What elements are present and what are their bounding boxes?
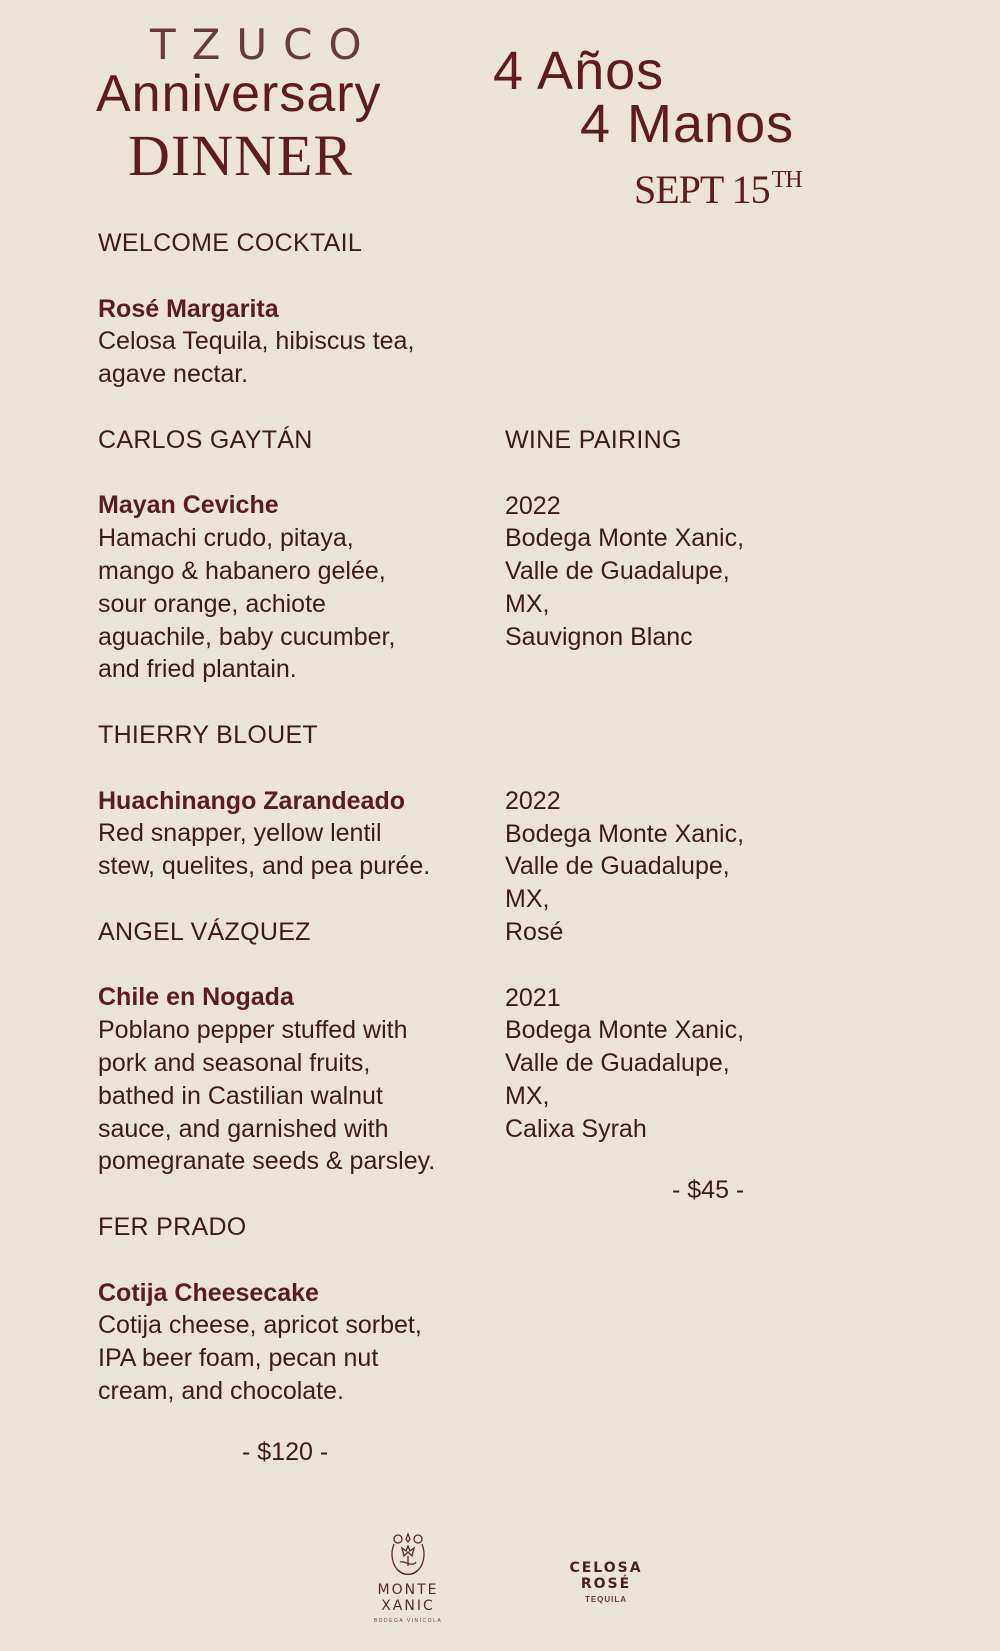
dish-desc: sour orange, achiote xyxy=(98,589,326,618)
wine-line: MX, xyxy=(505,589,550,618)
dish-desc: pork and seasonal fruits, xyxy=(98,1048,371,1077)
wine-line: Calixa Syrah xyxy=(505,1114,647,1143)
dish-desc: bathed in Castilian walnut xyxy=(98,1081,383,1110)
dish-desc: Celosa Tequila, hibiscus tea, xyxy=(98,327,415,356)
dish-desc: aguachile, baby cucumber, xyxy=(98,622,396,651)
chef-name: FER PRADO xyxy=(98,1212,247,1241)
wine-year: 2022 xyxy=(505,786,561,815)
wine-line: Sauvignon Blanc xyxy=(505,622,693,651)
dish-desc: Cotija cheese, apricot sorbet, xyxy=(98,1311,422,1340)
monte-xanic-logo xyxy=(348,1532,468,1624)
dish-name: Mayan Ceviche xyxy=(98,491,279,520)
wine-year: 2022 xyxy=(505,491,561,520)
brand-logo: TZUCO xyxy=(150,20,378,69)
wine-line: Valle de Guadalupe, xyxy=(505,1049,730,1078)
dish-name: Rosé Margarita xyxy=(98,294,279,323)
wine-line: Valle de Guadalupe, xyxy=(505,852,730,881)
dish-desc: cream, and chocolate. xyxy=(98,1376,344,1405)
dish-desc: and fried plantain. xyxy=(98,655,297,684)
dish-desc: Poblano pepper stuffed with xyxy=(98,1016,408,1045)
wine-line: Bodega Monte Xanic, xyxy=(505,524,745,553)
section-welcome: WELCOME COCKTAIL xyxy=(98,229,363,257)
title-anniversary: Anniversary xyxy=(96,65,382,123)
tagline-anos: 4 Años xyxy=(493,41,665,101)
wine-line: Rosé xyxy=(505,917,564,946)
monte-xanic-subtitle: BODEGA VINÍCOLA xyxy=(373,1618,443,1624)
wine-pairing-price: - $45 - xyxy=(672,1176,745,1204)
dish-desc: agave nectar. xyxy=(98,360,249,389)
dish-desc: mango & habanero gelée, xyxy=(98,556,386,585)
chef-name: CARLOS GAYTÁN xyxy=(98,425,313,454)
dish-desc: sauce, and garnished with xyxy=(98,1114,389,1143)
wine-line: Valle de Guadalupe, xyxy=(505,557,730,586)
event-date xyxy=(634,166,802,213)
chef-name: THIERRY BLOUET xyxy=(98,720,318,749)
dinner-price: - $120 - xyxy=(242,1438,329,1466)
dish-desc: Red snapper, yellow lentil xyxy=(98,819,382,848)
crest-icon xyxy=(388,1532,428,1578)
dish-desc: IPA beer foam, pecan nut xyxy=(98,1344,379,1373)
wine-line: Bodega Monte Xanic, xyxy=(505,819,745,848)
dish-desc: pomegranate seeds & parsley. xyxy=(98,1147,436,1176)
dish-name: Chile en Nogada xyxy=(98,983,294,1012)
wine-year: 2021 xyxy=(505,983,561,1012)
celosa-logo xyxy=(550,1560,662,1604)
dish-desc: Hamachi crudo, pitaya, xyxy=(98,524,354,553)
wine-line: MX, xyxy=(505,1081,550,1110)
date-text: SEPT 15 xyxy=(634,167,770,212)
tagline-manos: 4 Manos xyxy=(580,94,795,154)
dish-name: Cotija Cheesecake xyxy=(98,1278,319,1307)
wine-column xyxy=(505,424,845,1146)
dish-desc: stew, quelites, and pea purée. xyxy=(98,852,431,881)
wine-line: Bodega Monte Xanic, xyxy=(505,1016,745,1045)
section-wine-pairing: WINE PAIRING xyxy=(505,426,682,454)
menu-column xyxy=(98,227,498,1408)
wine-line: MX, xyxy=(505,885,550,914)
celosa-subtitle: TEQUILA xyxy=(584,1595,628,1604)
celosa-name: CELOSA ROSÉ xyxy=(569,1560,643,1592)
monte-xanic-name: MONTE XANIC xyxy=(377,1582,439,1614)
date-suffix: TH xyxy=(771,167,802,193)
title-dinner: DINNER xyxy=(128,123,354,188)
dish-name: Huachinango Zarandeado xyxy=(98,786,405,815)
chef-name: ANGEL VÁZQUEZ xyxy=(98,917,311,946)
